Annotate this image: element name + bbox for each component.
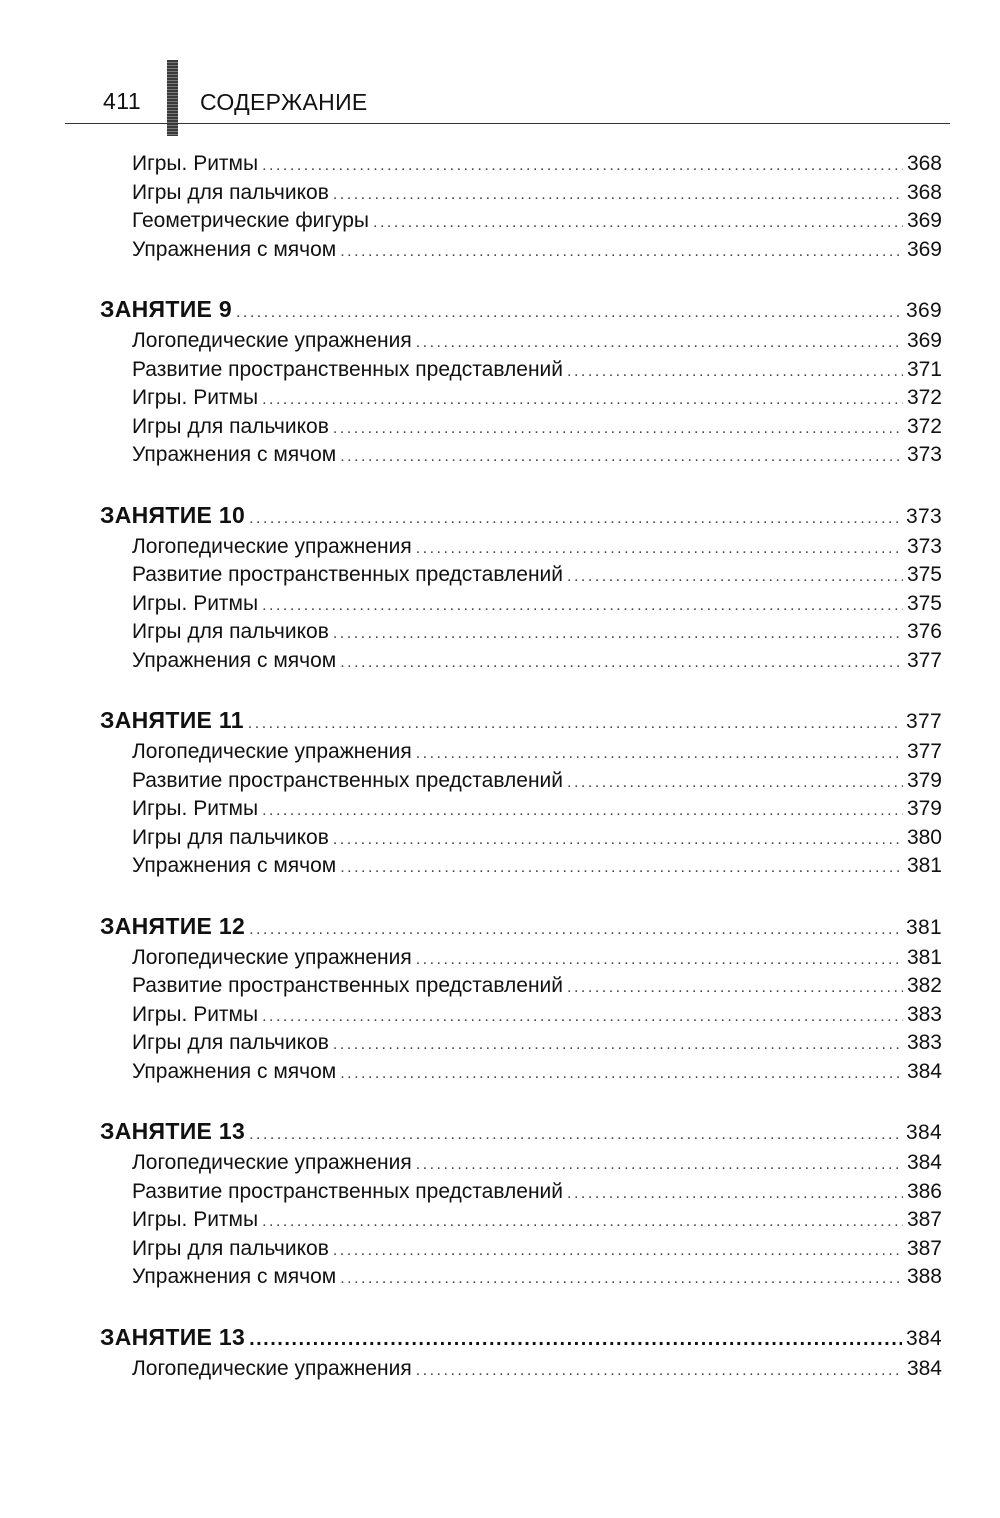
toc-entry xyxy=(100,179,942,208)
dot-leader xyxy=(248,706,902,742)
toc-page-number: 373 xyxy=(906,443,942,466)
toc-heading xyxy=(100,908,942,944)
toc-heading-label: ЗАНЯТИЕ 9 xyxy=(100,296,232,322)
toc-page-number: 381 xyxy=(906,945,942,969)
header-divider xyxy=(65,123,950,124)
toc-entry-label: Игры для пальчиков xyxy=(132,414,329,438)
dot-leader xyxy=(249,1321,902,1357)
toc-entry xyxy=(100,944,942,973)
toc-entry xyxy=(100,618,942,647)
toc-page-number: 377 xyxy=(906,648,942,672)
dot-leader xyxy=(333,415,903,444)
toc-page-number: 383 xyxy=(906,1002,942,1026)
toc-entry-label: Игры для пальчиков xyxy=(132,620,329,643)
dot-leader xyxy=(340,238,903,267)
toc-page-number: 382 xyxy=(906,974,942,997)
dot-leader xyxy=(249,501,902,537)
toc-heading xyxy=(100,702,942,738)
toc-entry xyxy=(100,413,942,442)
dot-leader xyxy=(567,974,903,1003)
toc-entry-label: Упражнения с мячом xyxy=(132,237,337,261)
toc-page-number: 386 xyxy=(906,1179,942,1203)
dot-leader xyxy=(262,592,903,621)
toc-page-number: 383 xyxy=(906,1031,942,1054)
toc-entry-label: Логопедические упражнения xyxy=(132,534,412,558)
toc-page-number: 369 xyxy=(906,209,942,232)
toc-entry-label: Игры. Ритмы xyxy=(132,1002,259,1026)
toc-page-number: 379 xyxy=(906,797,942,820)
dot-leader xyxy=(262,1208,903,1237)
toc-entry xyxy=(100,356,942,385)
toc-entry xyxy=(100,1029,942,1058)
toc-entry xyxy=(100,738,942,767)
dot-leader xyxy=(249,1117,902,1153)
toc-entry-label: Развитие пространственных представлений xyxy=(132,357,564,381)
toc-entry-label: Логопедические упражнения xyxy=(132,329,412,352)
toc-heading xyxy=(100,1113,942,1149)
toc-entry xyxy=(100,327,942,356)
toc-entry-label: Развитие пространственных представлений xyxy=(132,563,564,586)
toc-page-number: 373 xyxy=(906,534,942,558)
dot-leader xyxy=(262,797,903,826)
toc-entry xyxy=(100,1058,942,1087)
toc-page-number: 384 xyxy=(906,1151,942,1174)
dot-leader xyxy=(333,181,903,210)
toc-section xyxy=(100,497,942,676)
toc-entry xyxy=(100,1206,942,1235)
dot-leader xyxy=(416,535,903,564)
toc-entry-label: Развитие пространственных представлений xyxy=(132,974,564,997)
toc-page-number: 368 xyxy=(906,180,942,204)
toc-section xyxy=(100,1113,942,1292)
toc-entry xyxy=(100,767,942,796)
toc-entry xyxy=(100,590,942,619)
dot-leader xyxy=(416,1357,903,1386)
toc-entry xyxy=(100,441,942,470)
toc-entry-label: Игры. Ритмы xyxy=(132,797,259,820)
toc-page-number: 384 xyxy=(906,1121,942,1144)
toc-entry xyxy=(100,852,942,881)
dot-leader xyxy=(340,1265,903,1294)
toc-entry xyxy=(100,1178,942,1207)
page-header xyxy=(65,60,950,130)
table-of-contents xyxy=(100,150,942,1383)
toc-heading xyxy=(100,1319,942,1355)
toc-entry-label: Логопедические упражнения xyxy=(132,740,412,763)
dot-leader xyxy=(262,1003,903,1032)
toc-entry xyxy=(100,1263,942,1292)
toc-entry-label: Логопедические упражнения xyxy=(132,1356,412,1380)
toc-entry xyxy=(100,1149,942,1178)
toc-page-number: 381 xyxy=(906,915,942,939)
toc-entry xyxy=(100,533,942,562)
toc-page-number: 373 xyxy=(906,504,942,528)
toc-page-number: 380 xyxy=(906,825,942,849)
toc-entry xyxy=(100,384,942,413)
toc-page-number: 375 xyxy=(906,591,942,615)
dot-leader xyxy=(567,358,903,387)
dot-leader xyxy=(262,386,903,415)
page-number: 411 xyxy=(103,88,142,114)
dot-leader xyxy=(340,443,903,472)
dot-leader xyxy=(340,854,903,883)
toc-page-number: 388 xyxy=(906,1265,942,1288)
toc-entry xyxy=(100,647,942,676)
dot-leader xyxy=(333,1237,903,1266)
toc-section xyxy=(100,908,942,1087)
toc-heading-label: ЗАНЯТИЕ 11 xyxy=(100,707,244,733)
toc-entry-label: Упражнения с мячом xyxy=(132,648,337,672)
toc-entry-label: Игры. Ритмы xyxy=(132,1208,259,1231)
toc-entry-label: Игры. Ритмы xyxy=(132,152,259,175)
toc-entry xyxy=(100,1001,942,1030)
dot-leader xyxy=(567,769,903,798)
dot-leader xyxy=(416,946,903,975)
toc-entry-label: Логопедические упражнения xyxy=(132,945,412,969)
toc-entry-label: Игры для пальчиков xyxy=(132,180,329,204)
dot-leader xyxy=(262,152,903,181)
toc-entry xyxy=(100,795,942,824)
toc-entry-label: Игры для пальчиков xyxy=(132,825,329,849)
toc-page-number: 376 xyxy=(906,620,942,643)
toc-page-number: 387 xyxy=(906,1236,942,1260)
toc-page-number: 384 xyxy=(906,1059,942,1083)
toc-section xyxy=(100,1319,942,1384)
toc-entry xyxy=(100,1235,942,1264)
toc-page-number: 387 xyxy=(906,1208,942,1231)
toc-heading-label: ЗАНЯТИЕ 12 xyxy=(100,912,246,939)
toc-page-number: 381 xyxy=(906,854,942,877)
toc-section xyxy=(100,702,942,881)
toc-entry-label: Игры для пальчиков xyxy=(132,1031,329,1054)
dot-leader xyxy=(340,1060,903,1089)
toc-page-number: 377 xyxy=(906,710,942,733)
dot-leader xyxy=(567,1180,903,1209)
dot-leader xyxy=(373,209,903,238)
toc-entry xyxy=(100,236,942,265)
dot-leader xyxy=(340,649,903,678)
toc-entry xyxy=(100,561,942,590)
toc-entry xyxy=(100,207,942,236)
dot-leader xyxy=(416,329,903,358)
toc-page-number: 375 xyxy=(906,563,942,586)
toc-entry-label: Упражнения с мячом xyxy=(132,1059,337,1083)
toc-section xyxy=(100,150,942,264)
toc-heading-label: ЗАНЯТИЕ 13 xyxy=(100,1323,246,1350)
toc-heading-label: ЗАНЯТИЕ 10 xyxy=(100,501,246,528)
toc-entry-label: Игры. Ритмы xyxy=(132,386,259,409)
toc-page-number: 384 xyxy=(906,1356,942,1380)
toc-entry-label: Упражнения с мячом xyxy=(132,854,337,877)
dot-leader xyxy=(236,295,902,331)
toc-entry-label: Игры. Ритмы xyxy=(132,591,259,615)
toc-section xyxy=(100,291,942,470)
toc-page-number: 371 xyxy=(906,357,942,381)
toc-page-number: 369 xyxy=(906,237,942,261)
toc-page-number: 384 xyxy=(906,1326,942,1350)
toc-entry-label: Развитие пространственных представлений xyxy=(132,768,564,792)
toc-entry-label: Развитие пространственных представлений xyxy=(132,1179,564,1203)
toc-entry xyxy=(100,1355,942,1384)
toc-entry xyxy=(100,150,942,179)
toc-entry-label: Логопедические упражнения xyxy=(132,1151,412,1174)
toc-heading xyxy=(100,291,942,327)
toc-entry-label: Игры для пальчиков xyxy=(132,1236,329,1260)
dot-leader xyxy=(249,912,902,948)
dot-leader xyxy=(333,826,903,855)
header-bar-ornament xyxy=(167,60,178,136)
dot-leader xyxy=(333,1031,903,1060)
dot-leader xyxy=(567,563,903,592)
toc-heading xyxy=(100,497,942,533)
toc-page-number: 377 xyxy=(906,740,942,763)
toc-entry-label: Упражнения с мячом xyxy=(132,443,337,466)
toc-page-number: 379 xyxy=(906,768,942,792)
running-title: СОДЕРЖАНИЕ xyxy=(200,89,368,115)
toc-heading-label: ЗАНЯТИЕ 13 xyxy=(100,1118,246,1144)
toc-page-number: 372 xyxy=(906,386,942,409)
toc-page-number: 368 xyxy=(906,152,942,175)
toc-page-number: 372 xyxy=(906,414,942,438)
toc-page-number: 369 xyxy=(906,299,942,322)
toc-entry-label: Геометрические фигуры xyxy=(132,209,370,232)
dot-leader xyxy=(416,1151,903,1180)
toc-entry xyxy=(100,824,942,853)
toc-entry-label: Упражнения с мячом xyxy=(132,1265,337,1288)
dot-leader xyxy=(333,620,903,649)
toc-page-number: 369 xyxy=(906,329,942,352)
toc-entry xyxy=(100,972,942,1001)
dot-leader xyxy=(416,740,903,769)
